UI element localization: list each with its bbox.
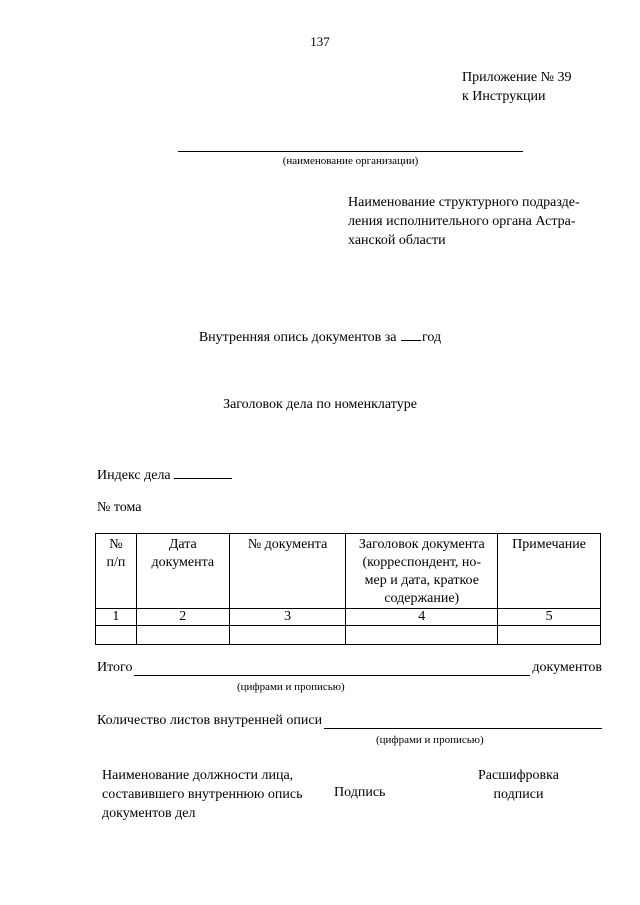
case-index bbox=[97, 466, 232, 484]
organization-caption: (наименование организации) bbox=[282, 155, 419, 167]
empty-cell bbox=[229, 626, 346, 645]
sheets-line bbox=[97, 713, 602, 729]
signature-decode bbox=[478, 766, 559, 804]
empty-cell bbox=[346, 626, 498, 645]
header-document-title: Заголовок документа (корреспондент, но- мер и дата, краткое содержание) bbox=[346, 534, 498, 609]
decode-line-2: подписи bbox=[493, 787, 544, 802]
header-number: № п/п bbox=[96, 534, 137, 609]
empty-cell bbox=[498, 626, 601, 645]
position-line-3: документов дел bbox=[102, 806, 196, 821]
case-title: Заголовок дела по номенклатуре bbox=[223, 397, 417, 412]
total-caption: (цифрами и прописью) bbox=[237, 681, 345, 693]
position-line-1: Наименование должности лица, bbox=[102, 768, 294, 783]
inventory-title-after: год bbox=[422, 330, 442, 345]
decode-line-1: Расшифровка bbox=[478, 768, 559, 783]
sheets-blank bbox=[324, 715, 602, 729]
column-number-4: 4 bbox=[346, 609, 498, 626]
division-line-1: Наименование структурного подразде- bbox=[348, 195, 580, 210]
sheets-label: Количество листов внутренней описи bbox=[97, 713, 323, 728]
year-blank bbox=[401, 328, 421, 341]
signature-label: Подпись bbox=[334, 785, 386, 800]
total-suffix: документов bbox=[532, 660, 602, 675]
table-header-row bbox=[96, 534, 601, 609]
total-line bbox=[97, 660, 602, 676]
position-line-2: составившего внутреннюю опись bbox=[102, 787, 303, 802]
organization-line bbox=[178, 151, 523, 152]
header-document-number: № документа bbox=[229, 534, 346, 609]
header-note: Примечание bbox=[498, 534, 601, 609]
division-line-3: ханской области bbox=[348, 233, 446, 248]
table-row-column-numbers bbox=[96, 609, 601, 626]
case-index-blank bbox=[174, 466, 232, 479]
case-index-label: Индекс дела bbox=[97, 468, 171, 483]
inventory-title bbox=[0, 328, 640, 346]
empty-cell bbox=[136, 626, 229, 645]
division-name bbox=[348, 193, 598, 250]
total-label: Итого bbox=[97, 660, 133, 675]
column-number-2: 2 bbox=[136, 609, 229, 626]
position-block bbox=[102, 766, 342, 823]
page-number: 137 bbox=[310, 34, 330, 49]
appendix-note bbox=[462, 68, 572, 106]
appendix-line-2: к Инструкции bbox=[462, 89, 546, 104]
column-number-3: 3 bbox=[229, 609, 346, 626]
empty-cell bbox=[96, 626, 137, 645]
documents-table bbox=[95, 533, 601, 645]
volume-label: № тома bbox=[97, 500, 142, 515]
inventory-title-before: Внутренняя опись документов за bbox=[198, 330, 397, 345]
sheets-caption: (цифрами и прописью) bbox=[376, 734, 484, 746]
column-number-1: 1 bbox=[96, 609, 137, 626]
appendix-line-1: Приложение № 39 bbox=[462, 70, 572, 85]
column-number-5: 5 bbox=[498, 609, 601, 626]
total-blank bbox=[134, 662, 530, 676]
division-line-2: ления исполнительного органа Астра- bbox=[348, 214, 576, 229]
table-row-empty bbox=[96, 626, 601, 645]
header-date: Дата документа bbox=[136, 534, 229, 609]
